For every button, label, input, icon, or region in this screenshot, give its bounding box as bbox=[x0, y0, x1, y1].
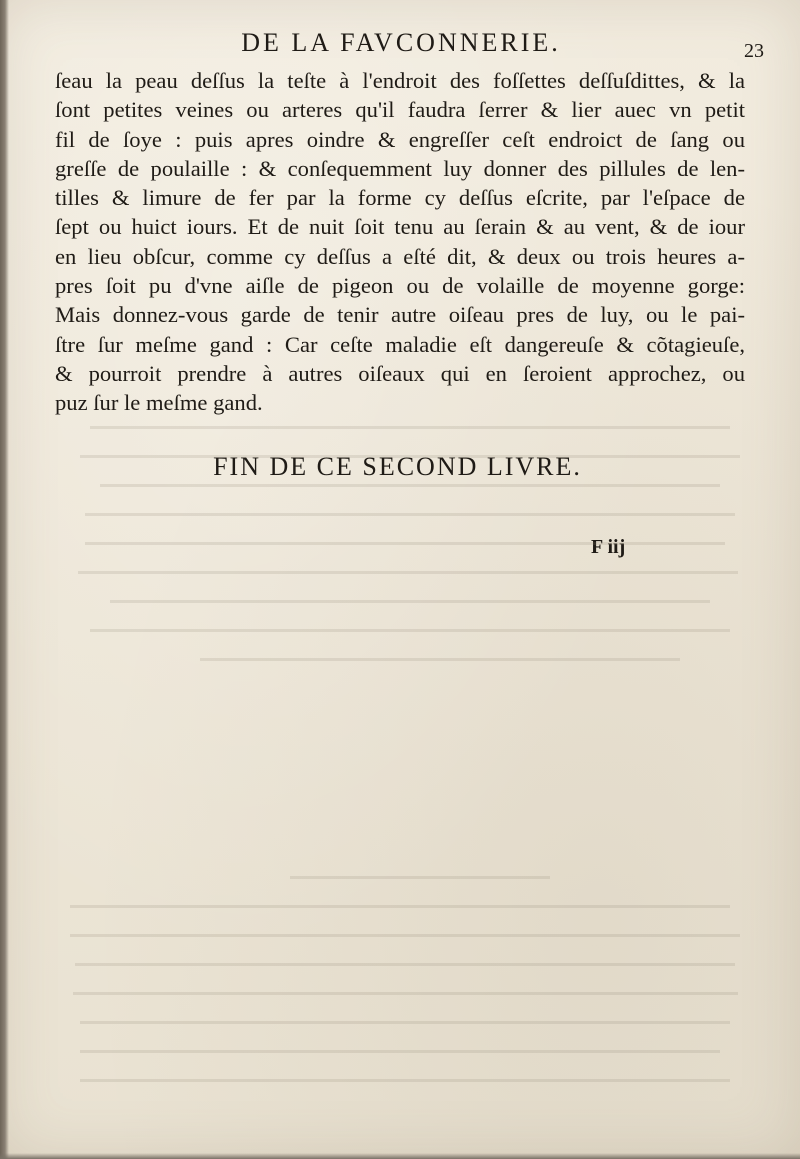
running-head: DE LA FAVCONNERIE. bbox=[241, 28, 561, 57]
closing-heading: FIN DE CE SECOND LIVRE. bbox=[213, 452, 582, 481]
text-line: Mais donnez-vous garde de tenir autre oiſeau pres de luy, ou le pai- bbox=[55, 302, 745, 328]
page-binding-edge bbox=[0, 0, 9, 1159]
show-through-texture bbox=[50, 870, 750, 1107]
text-line: greſſe de poulaille : & conſequemment luy donner des pillules de len- bbox=[55, 155, 745, 181]
page-number: 23 bbox=[744, 40, 764, 62]
text-line: ſont petites veines ou arteres qu'il faudra ſerrer & lier auec vn petit bbox=[55, 97, 745, 123]
text-line: tilles & limure de fer par la forme cy deſſus eſcrite, par l'eſpace de bbox=[55, 185, 745, 211]
signature-mark: F iij bbox=[591, 536, 626, 558]
text-line: en lieu obſcur, comme cy deſſus a eſté dit, & deux ou trois heures a- bbox=[55, 243, 745, 269]
text-line: ſept ou huict iours. Et de nuit ſoit tenu au ſerain & au vent, & de iour bbox=[55, 214, 745, 240]
bleed-through-icon bbox=[50, 870, 750, 1100]
page-bottom-edge bbox=[0, 1153, 800, 1159]
text-line: & pourroit prendre à autres oiſeaux qui en ſeroient approchez, ou bbox=[55, 360, 745, 386]
body-text bbox=[55, 66, 745, 418]
text-line: puz ſur le meſme gand. bbox=[55, 390, 263, 416]
text-line: fil de ſoye : puis apres oindre & engreſſer ceſt endroict de ſang ou bbox=[55, 126, 745, 152]
text-line: ſeau la peau deſſus la teſte à l'endroit des foſſettes deſſuſdittes, & la bbox=[55, 68, 745, 93]
text-line: ſtre ſur meſme gand : Car ceſte maladie eſt dangereuſe & cõtagieuſe, bbox=[55, 331, 745, 357]
text-line: pres ſoit pu d'vne aiſle de pigeon ou de volaille de moyenne gorge: bbox=[55, 273, 745, 299]
